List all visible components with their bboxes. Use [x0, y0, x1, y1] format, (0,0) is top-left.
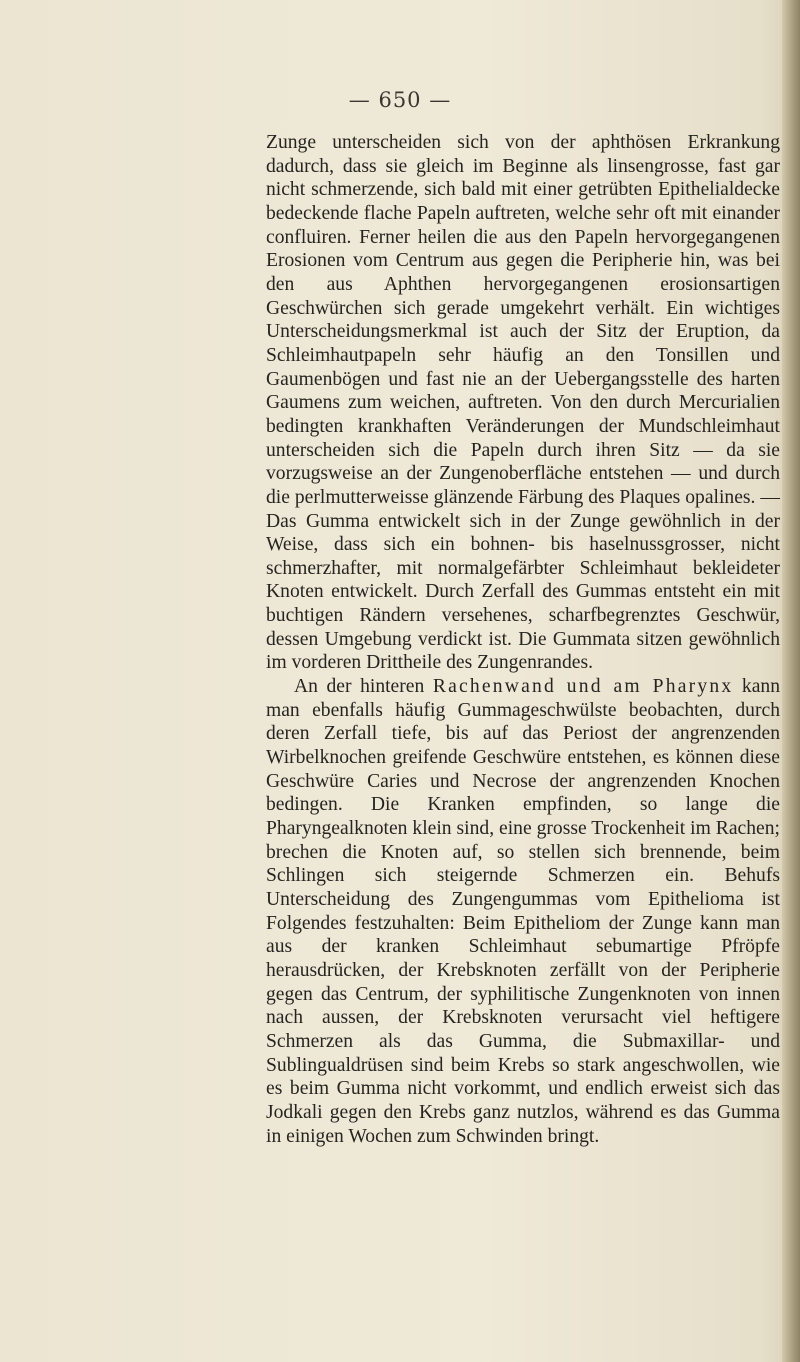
paragraph-1 — [266, 131, 780, 675]
paragraph-2-lead: An der hinteren — [294, 676, 425, 698]
paragraph-2-text: kann man ebenfalls häufig Gummageschwülste beobachten, durch deren Zerfall tiefe, bis auf das Periost der angrenzenden Wirbelknochen greifende Geschwüre entstehen, es können diese Geschwüre Caries und Necrose der angrenzenden Knochen bedingen. Die Kranken empfinden, so lange die Pharyngealknoten klein sind, eine grosse Trockenheit im Rachen; brechen die Knoten auf, so stellen sich brennende, beim Schlingen sich steigernde Schmerzen ein. Behufs Unterscheidung des Zungengummas vom Epithelioma ist Folgendes festzuhalten: Beim Epitheliom der Zunge kann man aus der kranken Schleimhaut sebumartige Pfröpfe herausdrücken, der Krebsknoten zerfällt von der Peripherie gegen das Centrum, der syphilitische Zungenknoten von innen nach aussen, der Krebsknoten verursacht viel heftigere Schmerzen als das Gumma, die Submaxillar- und Sublingualdrüsen sind beim Krebs so stark angeschwollen, wie es beim Gumma nicht vorkommt, und endlich erweist sich das Jodkali gegen den Krebs ganz nutzlos, während es das Gumma in einigen Wochen zum Schwinden bringt. — [266, 676, 780, 1147]
page-edge-shadow — [782, 0, 800, 1362]
page-number: — 650 — — [348, 88, 452, 112]
paragraph-2-emphasis: Rachenwand und am Pharynx — [432, 676, 734, 698]
body-text — [266, 131, 780, 1148]
paragraph-2 — [266, 675, 780, 1148]
paragraph-1-text: Zunge unterscheiden sich von der aphthösen Erkrankung dadurch, dass sie gleich im Beginne als linsengrosse, fast gar nicht schmerzende, sich bald mit einer getrübten Epithelialdecke bedeckende flache Papeln auftreten, welche sehr oft mit einander confluiren. Ferner heilen die aus den Papeln hervorgegangenen Erosionen vom Centrum aus gegen die Peripherie hin, was bei den aus Aphthen hervorgegangenen erosionsartigen Geschwürchen sich gerade umgekehrt verhält. Ein wichtiges Unterscheidungsmerkmal ist auch der Sitz der Eruption, da Schleimhautpapeln sehr häufig an den Tonsillen und Gaumenbögen und fast nie an der Uebergangsstelle des harten Gaumens zum weichen, auftreten. Von den durch Mercurialien bedingten krankhaften Veränderungen der Mundschleimhaut unterscheiden sich die Papeln durch ihren Sitz — da sie vorzugsweise an der Zungenoberfläche entstehen — und durch die perlmutterweisse glänzende Färbung des Plaques opalines. — Das Gumma entwickelt sich in der Zunge gewöhnlich in der Weise, dass sich ein bohnen- bis haselnussgrosser, nicht schmerzhafter, mit normalgefärbter Schleimhaut bekleideter Knoten entwickelt. Durch Zerfall des Gummas entsteht ein mit buchtigen Rändern versehenes, scharfbegrenztes Geschwür, dessen Umgebung verdickt ist. Die Gummata sitzen gewöhnlich im vorderen Drittheile des Zungenrandes. — [266, 132, 780, 674]
